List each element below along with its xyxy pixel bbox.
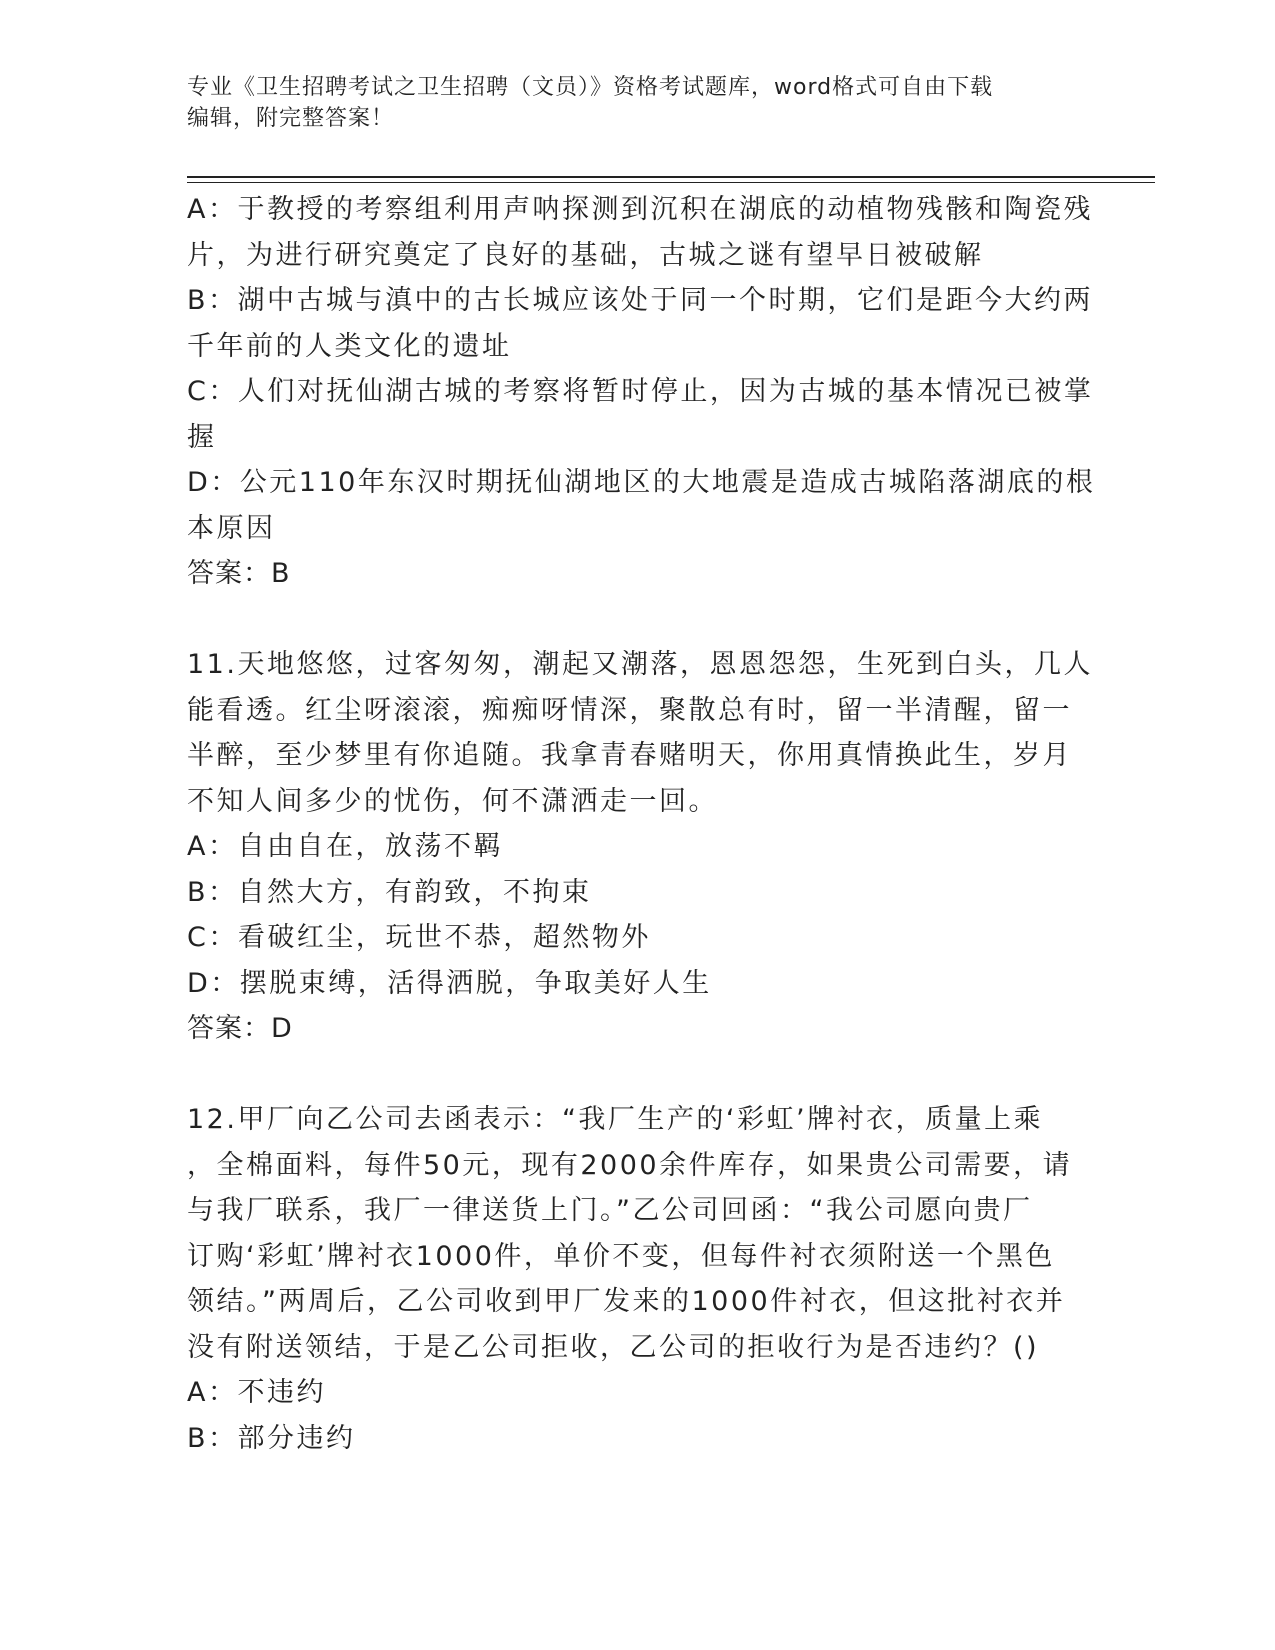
- q10-option-d-line: 本原因: [187, 512, 276, 544]
- document-header: [187, 72, 1067, 134]
- question-10: [187, 187, 1096, 597]
- q11-stem-line: 11.天地悠悠，过客匆匆，潮起又潮落，恩恩怨怨，生死到白头，几人: [187, 649, 1093, 680]
- q10-option-c: [187, 369, 1094, 460]
- q11-option-b: B：自然大方，有韵致，不拘束: [187, 876, 592, 908]
- q11-stem-line: 能看透。红尘呀滚滚，痴痴呀情深，聚散总有时，留一半清醒，留一: [187, 694, 1072, 726]
- q12-stem-line: 12.甲厂向乙公司去函表示：“我厂生产的‘彩虹’牌衬衣，质量上乘: [187, 1104, 1044, 1135]
- question-12: [187, 1097, 1073, 1461]
- q11-option-a: A：自由自在，放荡不羁: [187, 831, 503, 862]
- q11-option-d: D：摆脱束缚，活得洒脱，争取美好人生: [187, 967, 712, 999]
- q11-option-c: C：看破红尘，玩世不恭，超然物外: [187, 922, 651, 953]
- q12-stem-line: 没有附送领结，于是乙公司拒收，乙公司的拒收行为是否违约？(): [187, 1331, 1040, 1363]
- q10-option-b: [187, 278, 1094, 369]
- header-line-1: 专业《卫生招聘考试之卫生招聘（文员）》资格考试题库，word格式可自由下载: [187, 75, 994, 100]
- q10-answer: 答案：B: [187, 558, 291, 589]
- q10-option-a: [187, 187, 1093, 278]
- spacer: [187, 1052, 1067, 1098]
- q10-option-c-line: 握: [187, 421, 217, 453]
- q10-option-b-line: 千年前的人类文化的遗址: [187, 330, 512, 362]
- header-line-2: 编辑，附完整答案！: [187, 106, 395, 131]
- q10-option-d: [187, 460, 1096, 551]
- q10-option-a-line: 片，为进行研究奠定了良好的基础，古城之谜有望早日被破解: [187, 239, 984, 271]
- q11-answer: 答案：D: [187, 1013, 293, 1044]
- q12-stem-line: ，全棉面料，每件50元，现有2000余件库存，如果贵公司需要，请: [187, 1149, 1073, 1181]
- q12-option-b: B：部分违约: [187, 1422, 356, 1454]
- spacer: [187, 597, 1067, 643]
- q12-option-a: A：不违约: [187, 1377, 326, 1408]
- q12-stem-line: 与我厂联系，我厂一律送货上门。”乙公司回函：“我公司愿向贵厂: [187, 1195, 1033, 1226]
- header-rule-thin: [187, 182, 1155, 183]
- q10-option-c-line: C：人们对抚仙湖古城的考察将暂时停止，因为古城的基本情况已被掌: [187, 376, 1094, 407]
- q10-option-b-line: B：湖中古城与滇中的古长城应该处于同一个时期，它们是距今大约两: [187, 285, 1094, 316]
- q10-option-d-line: D：公元110年东汉时期抚仙湖地区的大地震是造成古城陷落湖底的根: [187, 467, 1096, 498]
- q12-stem-line: 订购‘彩虹’牌衬衣1000件，单价不变，但每件衬衣须附送一个黑色: [187, 1240, 1055, 1272]
- q11-stem-line: 半醉，至少梦里有你追随。我拿青春赌明天，你用真情换此生，岁月: [187, 740, 1072, 771]
- q10-option-a-line: A：于教授的考察组利用声呐探测到沉积在湖底的动植物残骸和陶瓷残: [187, 194, 1093, 225]
- question-11: [187, 642, 1093, 1052]
- document-body: [187, 187, 1096, 1461]
- q11-stem-line: 不知人间多少的忧伤，何不潇洒走一回。: [187, 785, 718, 817]
- header-rule-thick: [187, 176, 1155, 178]
- q12-stem-line: 领结。”两周后，乙公司收到甲厂发来的1000件衬衣，但这批衬衣并: [187, 1286, 1066, 1317]
